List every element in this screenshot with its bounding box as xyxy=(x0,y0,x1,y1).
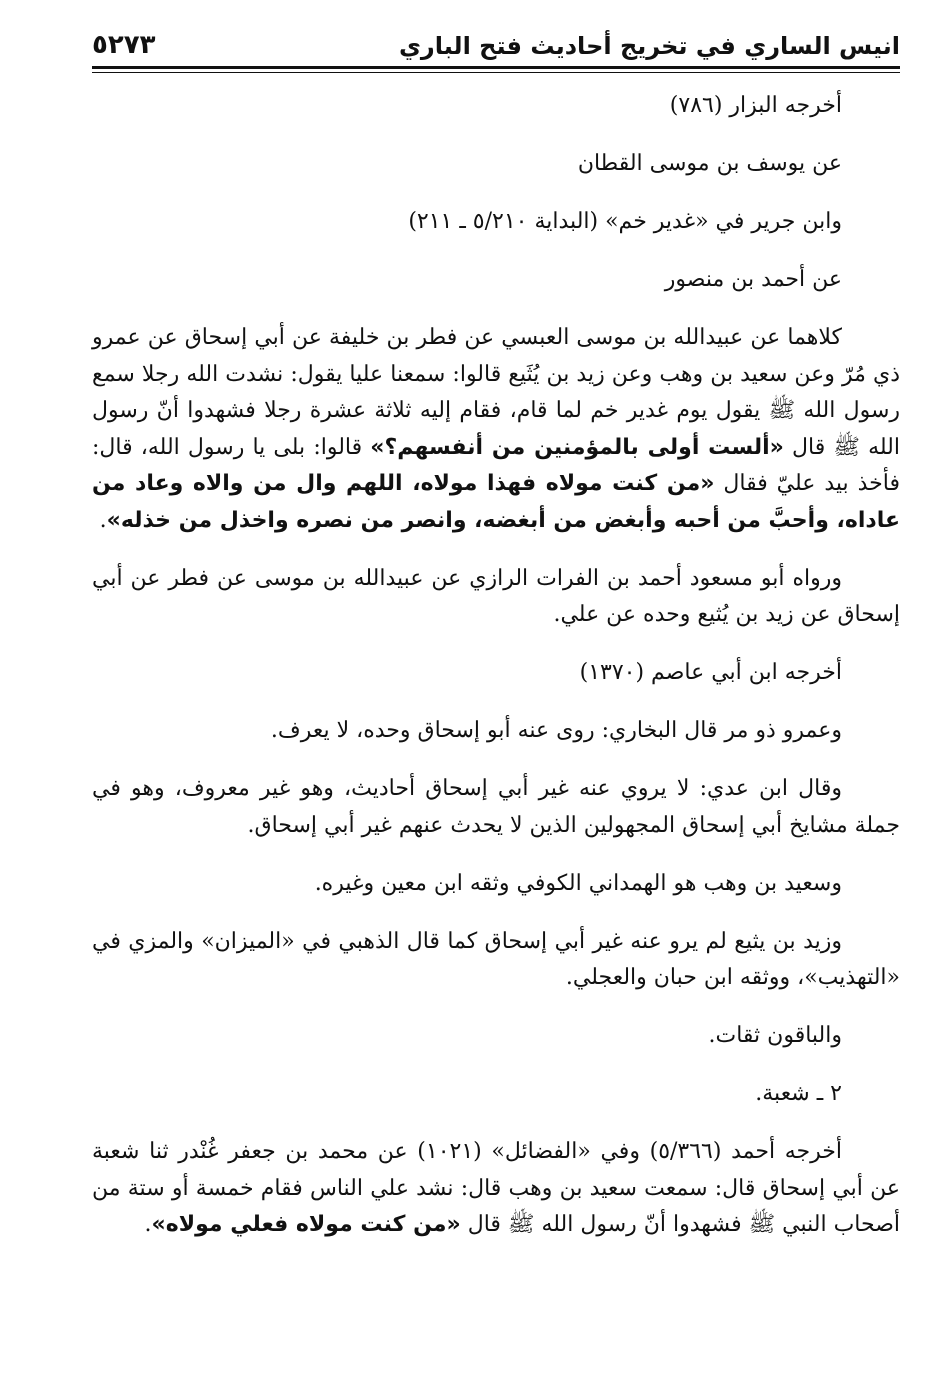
paragraph-3: وابن جرير في «غدير خم» (البداية ٥/٢١٠ ـ ٢١١) xyxy=(408,209,842,234)
paragraph-14-text: أخرجه أحمد (٥/٣٦٦) وفي «الفضائل» (١٠٢١) عن محمد بن جعفر غُنْدر ثنا شعبة عن أبي إسحاق قال: سمعت سعيد بن وهب قال: نشد علي الناس فقام خمسة أو ستة من أصحاب النبي ﷺ فشهدوا أنّ رسول الله ﷺ قال xyxy=(92,1139,900,1237)
header-rule-thin xyxy=(92,72,900,73)
paragraph-11: وزيد بن يثيع لم يرو عنه غير أبي إسحاق كما قال الذهبي في «الميزان» والمزي في «التهذيب»، ووثقه ابن حبان والعجلي. xyxy=(92,928,900,990)
header-rule-thick xyxy=(92,66,900,69)
paragraph-14 xyxy=(92,1134,900,1244)
paragraph-5-text-2: قالوا: بلى يا رسول الله، قال: فأخذ بيد عليّ فقال xyxy=(92,434,900,496)
running-title: انيس الساري في تخريج أحاديث فتح الباري xyxy=(398,32,900,60)
paragraph-5-text: كلاهما عن عبيدالله بن موسى العبسي عن فطر بن خليفة عن أبي إسحاق عن عمرو ذي مُرّ وعن سعيد بن وهب وعن زيد بن يُثَيع قالوا: سمعنا عليا يقول: نشدت الله رجلا سمع رسول الله ﷺ يقول يوم غدير خم لما قام، فقام إليه ثلاثة عشرة رجلا فشهدوا أنّ رسول الله ﷺ قال xyxy=(92,325,900,460)
paragraph-2: عن يوسف بن موسى القطان xyxy=(577,151,842,176)
paragraph-12: والباقون ثقات. xyxy=(708,1023,842,1048)
paragraph-4: عن أحمد بن منصور xyxy=(664,267,842,292)
paragraph-14-quote: «من كنت مولاه فعلي مولاه» xyxy=(151,1212,461,1237)
paragraph-5 xyxy=(92,320,900,539)
page-number: ٥٢٧٣ xyxy=(92,30,156,60)
page-header xyxy=(92,30,900,66)
page-body xyxy=(92,88,900,1265)
paragraph-5-quote-2: «من كنت مولاه فهذا مولاه، اللهم وال من والاه وعاد من عاداه، وأحبَّ من أحبه وأبغض من أبغضه، وانصر من نصره واخذل من خذله» xyxy=(92,471,900,533)
paragraph-1: أخرجه البزار (٧٨٦) xyxy=(669,93,842,118)
paragraph-8: وعمرو ذو مر قال البخاري: روى عنه أبو إسحاق وحده، لا يعرف. xyxy=(270,718,842,743)
section-heading: ٢ ـ شعبة. xyxy=(755,1081,842,1106)
paragraph-10: وسعيد بن وهب هو الهمداني الكوفي وثقه ابن معين وغيره. xyxy=(314,870,842,896)
paragraph-9: وقال ابن عدي: لا يروي عنه غير أبي إسحاق أحاديث، وهو غير معروف، وهو في جملة مشايخ أبي إسحاق المجهولين الذين لا يحدث عنهم غير أبي إسحاق. xyxy=(92,776,900,838)
paragraph-5-quote-1: «ألست أولى بالمؤمنين من أنفسهم؟» xyxy=(370,434,784,460)
paragraph-14-end: . xyxy=(144,1212,152,1237)
paragraph-6: ورواه أبو مسعود أحمد بن الفرات الرازي عن عبيدالله بن موسى عن فطر عن أبي إسحاق عن زيد بن يُثيع وحده عن علي. xyxy=(92,565,900,627)
paragraph-7: أخرجه ابن أبي عاصم (١٣٧٠) xyxy=(579,660,842,685)
paragraph-5-end: . xyxy=(99,507,107,533)
